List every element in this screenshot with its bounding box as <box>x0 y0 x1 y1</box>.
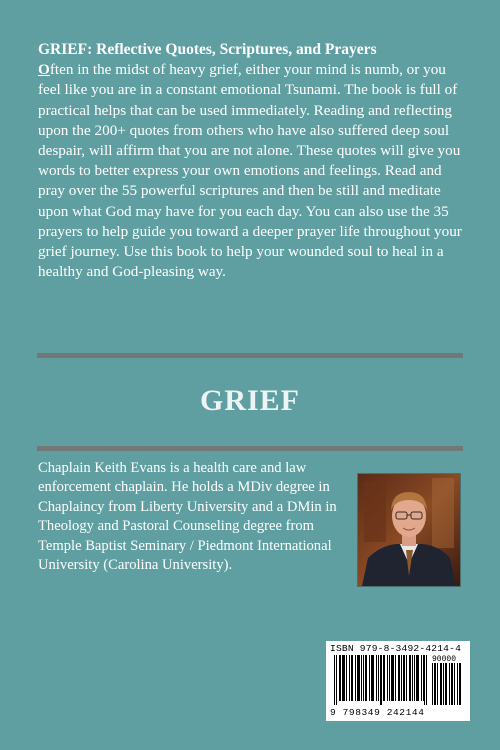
barcode-bar <box>351 655 352 701</box>
blurb-title: GRIEF: Reflective Quotes, Scriptures, and Prayers <box>38 41 377 58</box>
barcode-bar <box>336 655 337 705</box>
barcode-bar <box>366 655 367 701</box>
book-title: GRIEF <box>199 384 300 417</box>
barcode-bar <box>398 655 399 701</box>
barcode-bar <box>359 655 360 701</box>
barcode-bar <box>365 655 366 701</box>
barcode-addon-bar <box>445 663 446 705</box>
barcode-bar <box>416 655 417 701</box>
barcode-bar <box>343 655 344 701</box>
barcode-bar <box>352 655 353 701</box>
barcode-bar <box>387 655 388 701</box>
blurb-text: ften in the midst of heavy grief, either your mind is numb, or you feel like you are in a constant emotional Tsunami. The book is full of practical helps that can be used immediately. Reading and reflecting upon the 200+ quotes from others who have also suffered deep soul despair, will affirm that you are not alone. These quotes will give you words to better express your own emotions and feelings. Read and pray over the 55 powerful scriptures and then be still and meditate upon what God may have for you each day. You can also use the 35 prayers to help guide you toward a deeper prayer life throughout your grief journey. Use this book to help your wounded soul to heal in a healthy and God-pleasing way. <box>38 61 462 281</box>
barcode-bar <box>423 655 424 701</box>
barcode-addon-bar <box>454 663 455 705</box>
barcode-addon-bar <box>457 663 458 705</box>
barcode-bar <box>392 655 393 701</box>
barcode-addon-bar <box>460 663 461 705</box>
barcode-addon-bar <box>441 663 442 705</box>
barcode-bar <box>369 655 370 701</box>
barcode-bar <box>424 655 425 705</box>
barcode-bar <box>380 655 381 705</box>
barcode-digits: 9 798349 242144 <box>330 707 425 718</box>
barcode-bar <box>344 655 345 701</box>
barcode-bar <box>371 655 372 701</box>
barcode-bar <box>373 655 374 701</box>
barcode-bar <box>395 655 396 701</box>
barcode-addon-bar <box>435 663 436 705</box>
barcode-bar <box>399 655 400 701</box>
barcode-bar <box>421 655 422 701</box>
barcode-bar <box>346 655 347 701</box>
blurb <box>38 40 466 282</box>
barcode-addon-bar <box>449 663 450 705</box>
barcode-bar <box>339 655 340 701</box>
barcode-bar <box>417 655 418 701</box>
barcode-bar <box>401 655 402 701</box>
barcode-addon-bar <box>440 663 441 705</box>
barcode-addon-bar <box>437 663 438 705</box>
barcode-bar <box>412 655 413 701</box>
author-portrait-image <box>358 474 460 586</box>
barcode-bar <box>383 655 384 701</box>
barcode-bar <box>418 655 419 701</box>
barcode-bar <box>381 655 382 705</box>
barcode-bar <box>426 655 427 705</box>
barcode-bar <box>391 655 392 701</box>
bottom-divider <box>37 446 463 451</box>
barcode-bar <box>389 655 390 701</box>
barcode-addon-bar <box>459 663 460 705</box>
barcode-bar <box>342 655 343 701</box>
barcode-bar <box>355 655 356 701</box>
barcode-bar <box>357 655 358 701</box>
barcode-bar <box>358 655 359 701</box>
barcode-addon-bar <box>452 663 453 705</box>
barcode-addon-bar <box>443 663 444 705</box>
barcode-addon-bar <box>451 663 452 705</box>
price-code: 90000 <box>432 655 457 664</box>
drop-cap: O <box>38 61 50 79</box>
author-photo <box>357 473 461 587</box>
barcode-bars <box>332 655 464 707</box>
barcode-addon-bar <box>434 663 435 705</box>
barcode-bar <box>404 655 405 701</box>
barcode-bar <box>372 655 373 701</box>
barcode-bar <box>376 655 377 701</box>
barcode-bar <box>349 655 350 701</box>
barcode-number <box>330 707 466 718</box>
barcode-bar <box>334 655 335 705</box>
isbn-barcode <box>326 641 470 721</box>
barcode-bar <box>414 655 415 701</box>
blurb-body <box>38 60 466 282</box>
barcode-bar <box>378 655 379 701</box>
barcode-bar <box>410 655 411 701</box>
barcode-bar <box>384 655 385 701</box>
barcode-bar <box>361 655 362 701</box>
barcode-bar <box>403 655 404 701</box>
barcode-bar <box>363 655 364 701</box>
barcode-bar <box>393 655 394 701</box>
barcode-addon-bar <box>446 663 447 705</box>
barcode-addon-bar <box>432 663 433 705</box>
barcode-bar <box>409 655 410 701</box>
barcode-bar <box>340 655 341 701</box>
barcode-bar <box>406 655 407 701</box>
author-bio: Chaplain Keith Evans is a health care and law enforcement chaplain. He holds a MDiv degree in Chaplaincy from Liberty University and a DMin in Theology and Pastoral Counseling degree from Temple Baptist Seminary / Piedmont International University (Carolina University). <box>38 460 337 574</box>
isbn-label: ISBN 979-8-3492-4214-4 <box>330 643 462 654</box>
top-divider <box>37 353 463 358</box>
